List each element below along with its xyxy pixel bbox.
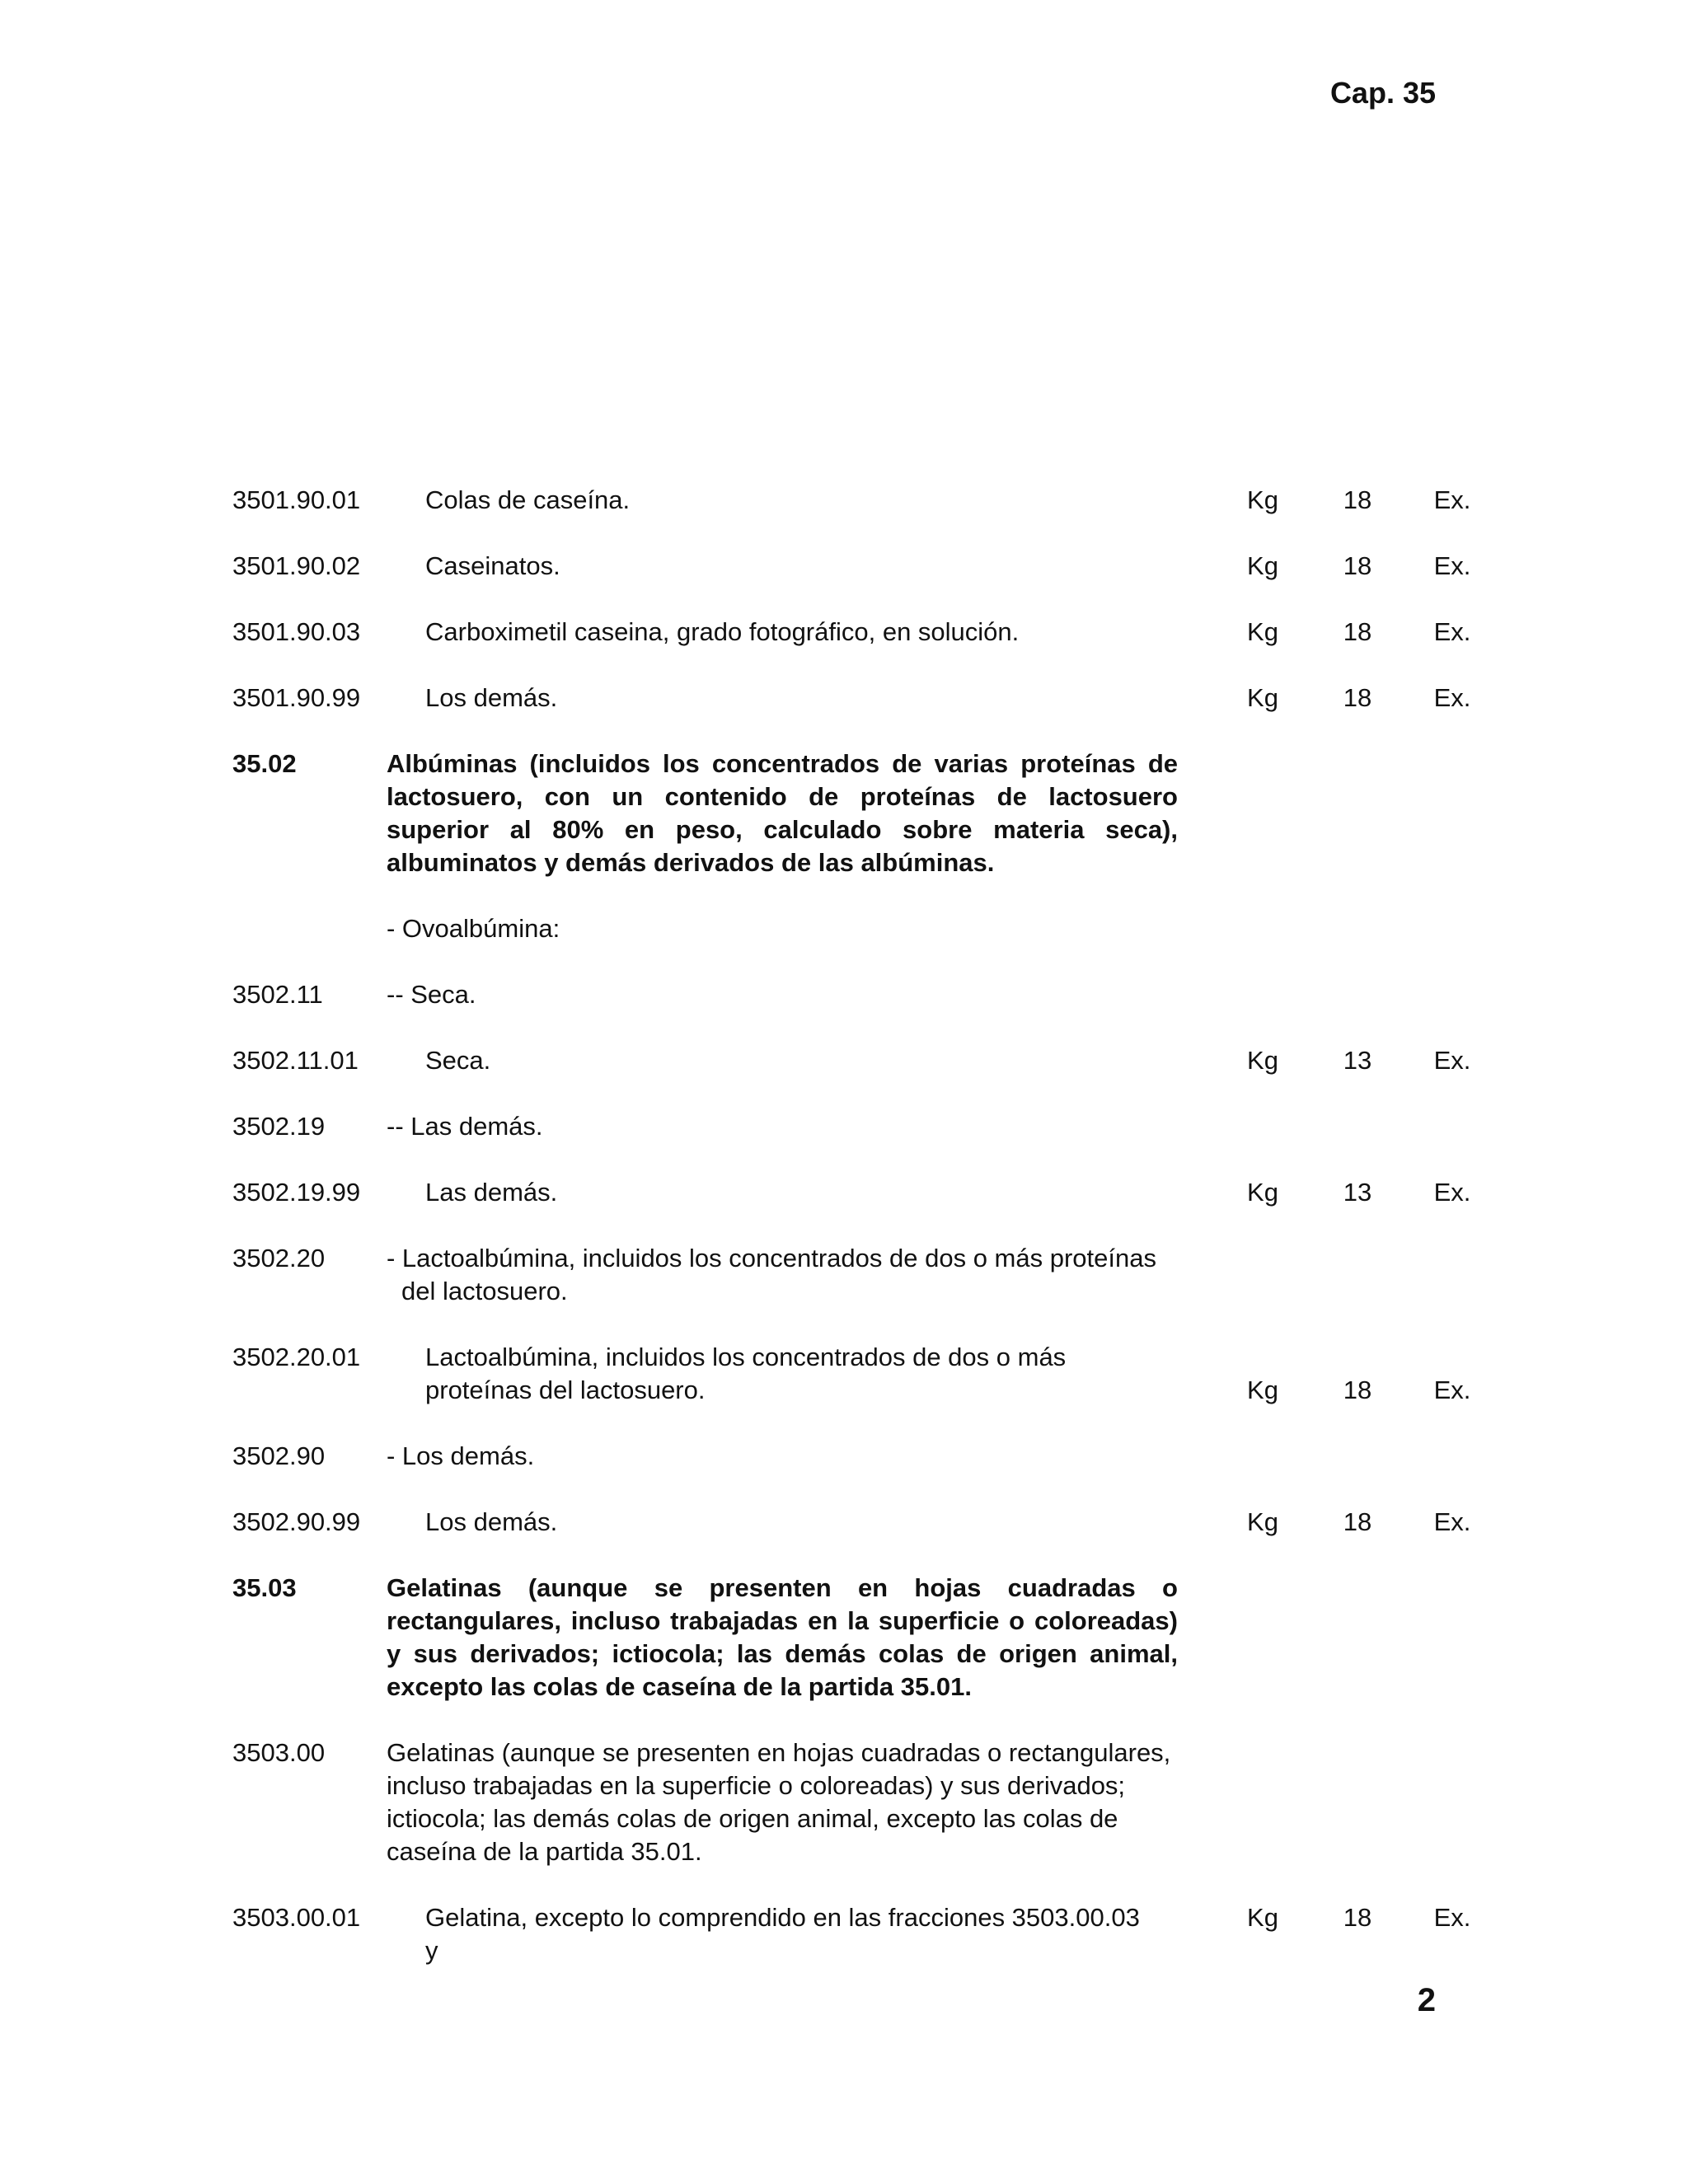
tariff-row (232, 1506, 1471, 1539)
tariff-description: Gelatina, excepto lo comprendido en las fracciones 3503.00.03 y (425, 1903, 1140, 1965)
tariff-rate: 18 (1343, 683, 1372, 712)
tariff-row (232, 1901, 1471, 1967)
tariff-description: Colas de caseína. (425, 485, 631, 514)
subheading-code: 3502.20 (232, 1244, 326, 1272)
tariff-rate: 18 (1343, 617, 1372, 646)
tariff-table (232, 484, 1471, 2000)
exemption: Ex. (1433, 485, 1471, 514)
tariff-code: 3501.90.03 (232, 617, 361, 646)
unit: Kg (1247, 683, 1278, 712)
subheading-code: 3502.11 (232, 980, 323, 1009)
heading-description: Gelatinas (aunque se presenten en hojas cuadradas o rectangulares, incluso trabajadas en la superficie o coloreadas) y sus derivados; ictiocola; las demás colas de origen animal, excepto las colas de caseína de la partida 35.01. (387, 1573, 1178, 1701)
tariff-code: 3502.90.99 (232, 1507, 361, 1536)
unit: Kg (1247, 485, 1278, 514)
tariff-rate: 13 (1343, 1178, 1372, 1207)
subheading-row (232, 1110, 1452, 1143)
exemption: Ex. (1433, 1507, 1471, 1536)
tariff-code: 3501.90.01 (232, 485, 361, 514)
subheading-code: 3502.19 (232, 1112, 326, 1141)
tariff-rate: 18 (1343, 485, 1372, 514)
tariff-row (232, 1044, 1471, 1077)
unit: Kg (1247, 1376, 1278, 1404)
unit: Kg (1247, 551, 1278, 580)
tariff-rate: 18 (1343, 551, 1372, 580)
exemption: Ex. (1433, 1376, 1471, 1404)
unit: Kg (1247, 1046, 1278, 1075)
tariff-code: 3502.19.99 (232, 1178, 361, 1207)
exemption: Ex. (1433, 617, 1471, 646)
tariff-row (232, 1176, 1471, 1209)
tariff-description: Seca. (425, 1046, 491, 1075)
subheading-code: 3502.90 (232, 1441, 326, 1470)
subheading-row (232, 978, 1452, 1011)
tariff-description: Carboximetil caseina, grado fotográfico, en solución. (425, 617, 1020, 646)
chapter-header: Cap. 35 (1329, 76, 1436, 110)
tariff-row (232, 550, 1471, 583)
subheading-description: - Lactoalbúmina, incluidos los concentrados de dos o más proteínas del lactosuero. (387, 1244, 1156, 1305)
unit: Kg (1247, 617, 1278, 646)
heading-row (232, 1572, 1452, 1704)
tariff-description: Lactoalbúmina, incluidos los concentrados de dos o más proteínas del lactosuero. (425, 1343, 1067, 1404)
tariff-description: Los demás. (425, 683, 558, 712)
heading-code: 35.03 (232, 1573, 297, 1602)
exemption: Ex. (1433, 551, 1471, 580)
exemption: Ex. (1433, 1178, 1471, 1207)
unit: Kg (1247, 1903, 1278, 1932)
subheading-row (232, 1736, 1452, 1868)
tariff-description: Los demás. (425, 1507, 558, 1536)
subheading-description: - Ovoalbúmina: (387, 914, 560, 943)
subheading-description: - Los demás. (387, 1441, 535, 1470)
heading-code: 35.02 (232, 749, 297, 778)
tariff-rate: 18 (1343, 1903, 1372, 1932)
exemption: Ex. (1433, 1903, 1471, 1932)
exemption: Ex. (1433, 1046, 1471, 1075)
tariff-rate: 13 (1343, 1046, 1372, 1075)
subheading-row (232, 912, 1452, 945)
tariff-row (232, 1341, 1471, 1407)
heading-row (232, 748, 1452, 879)
tariff-code: 3503.00.01 (232, 1903, 361, 1932)
exemption: Ex. (1433, 683, 1471, 712)
tariff-row (232, 616, 1471, 649)
tariff-code: 3501.90.99 (232, 683, 361, 712)
subheading-description: -- Seca. (387, 980, 476, 1009)
subheading-row (232, 1242, 1452, 1308)
heading-description: Albúminas (incluidos los concentrados de varias proteínas de lactosuero, con un contenido de proteínas de lactosuero superior al 80% en peso, calculado sobre materia seca), albuminatos y demás derivados de las albúminas. (387, 749, 1178, 877)
tariff-description: Caseinatos. (425, 551, 560, 580)
subheading-description: Gelatinas (aunque se presenten en hojas cuadradas o rectangulares, incluso trabajadas en la superficie o coloreadas) y sus derivados; ictiocola; las demás colas de origen animal, excepto las colas de caseína de la partida 35.01. (387, 1738, 1171, 1866)
subheading-description: -- Las demás. (387, 1112, 543, 1141)
unit: Kg (1247, 1178, 1278, 1207)
tariff-row (232, 682, 1471, 715)
tariff-rate: 18 (1343, 1507, 1372, 1536)
unit: Kg (1247, 1507, 1278, 1536)
tariff-row (232, 484, 1471, 517)
tariff-code: 3502.11.01 (232, 1046, 359, 1075)
subheading-row (232, 1440, 1452, 1473)
tariff-code: 3501.90.02 (232, 551, 361, 580)
page-number: 2 (1417, 1982, 1436, 2018)
tariff-description: Las demás. (425, 1178, 558, 1207)
tariff-rate: 18 (1343, 1376, 1372, 1404)
subheading-code: 3503.00 (232, 1738, 326, 1767)
tariff-code: 3502.20.01 (232, 1343, 361, 1371)
